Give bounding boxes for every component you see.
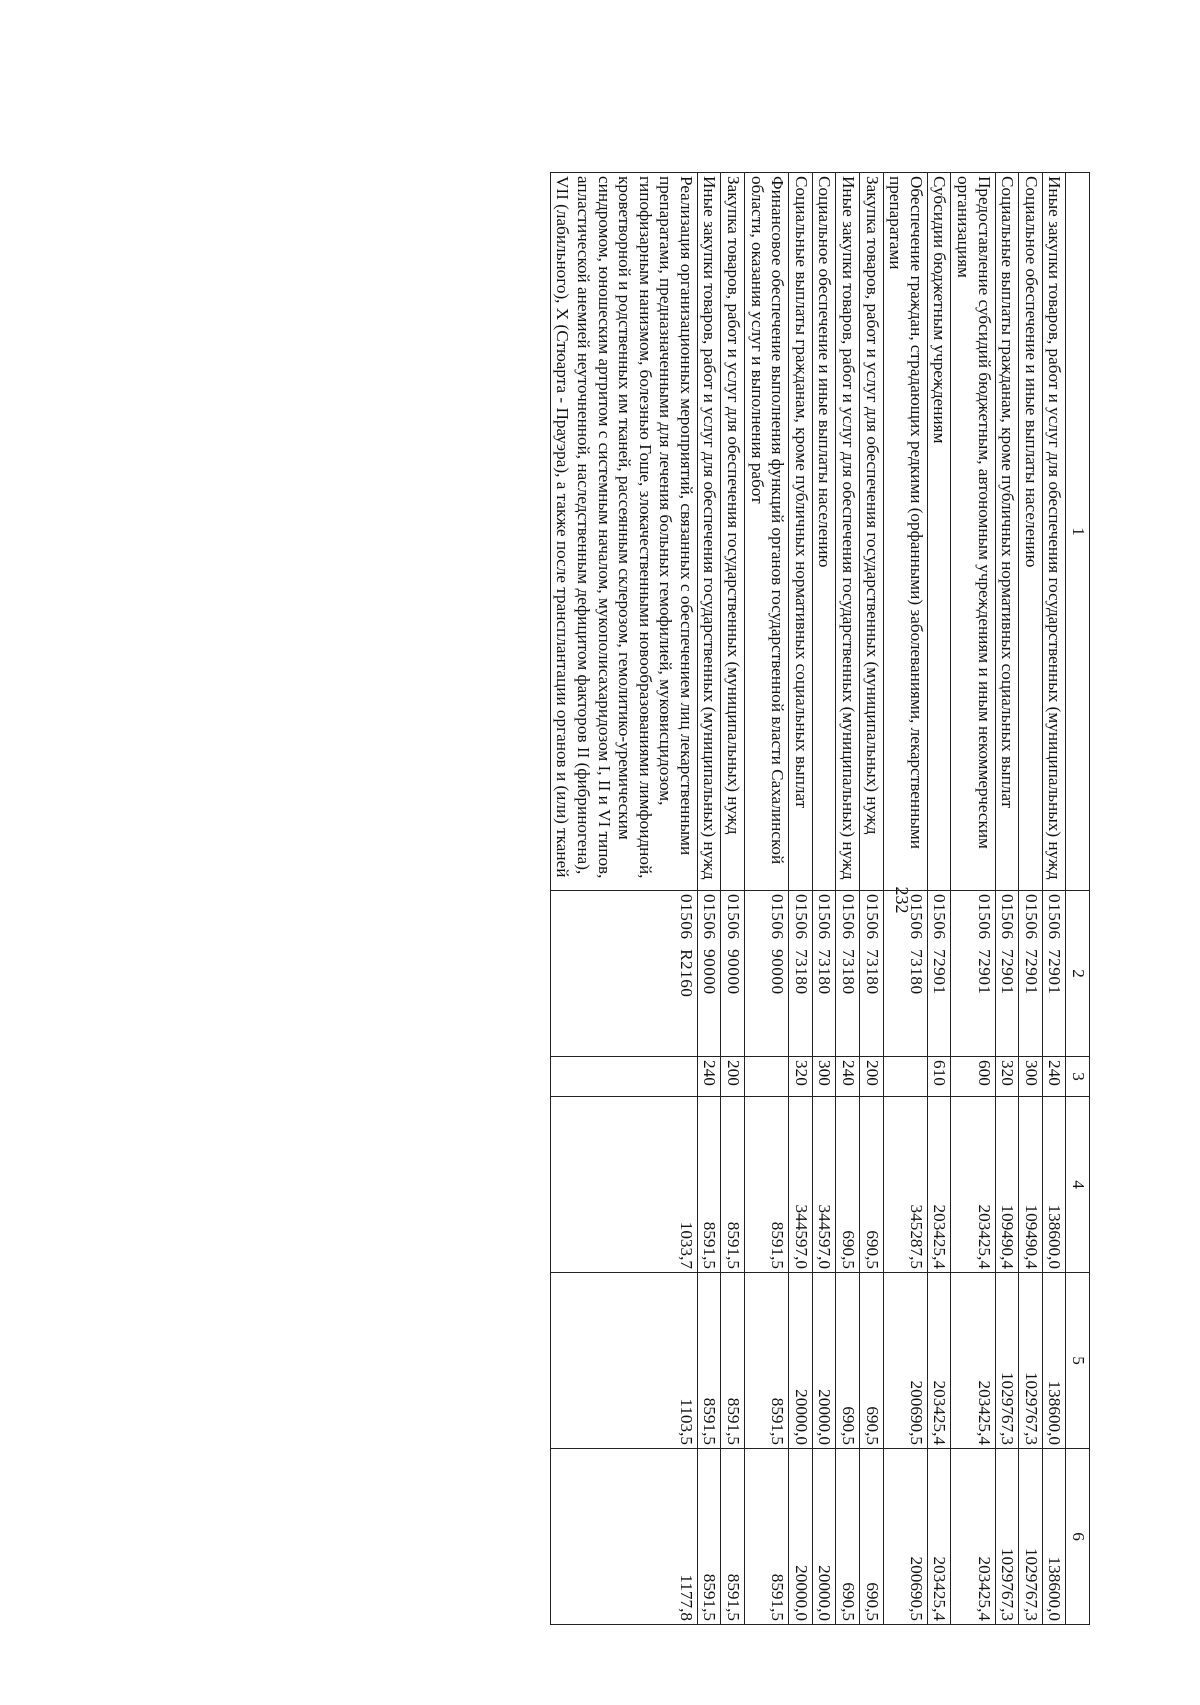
row-name: Реализация организационных мероприятий, связанных с обеспечением лиц лекарственными препаратами, предназначенными для лечения больных гемофилией, муковисцидозом, гипофизарным нанизмом, болезнью Гоше, злокачественными новообразованиями лимфоидной, кроветворной и родственных им тканей, рассеянным склерозом, гемолитико-уремическим синдромом, юношеским артритом с системным началом, мукополисахаридозом I, II и VI типов, апластической анемией неуточненной, наследственным дефицитом факторов II (фибриногена), VII (лабильного), X (Стюарта - Прауэра), а также после трансплантации органов и (или) тканей (550, 173, 697, 891)
row-name: Иные закупки товаров, работ и услуг для обеспечения государственных (муниципальных) нужд (697, 173, 721, 891)
row-kvr: 240 (1042, 1057, 1066, 1097)
header-row (1066, 173, 1090, 1625)
row-code: 01506 73180 (789, 891, 813, 1057)
budget-table (550, 172, 1090, 1625)
row-code: 01506 72901 (995, 891, 1019, 1057)
row-code: 01506 72901 (927, 891, 951, 1057)
row-code: 01506 72901 (1019, 891, 1043, 1057)
row-value-5: 20000,0 (812, 1273, 836, 1449)
row-value-5: 1103,5 (550, 1273, 697, 1449)
row-value-6: 690,5 (836, 1449, 860, 1625)
row-value-4: 8591,5 (745, 1097, 789, 1273)
row-value-4: 344597,0 (812, 1097, 836, 1273)
row-value-5: 8591,5 (721, 1273, 745, 1449)
row-name: Социальное обеспечение и иные выплаты населению (1019, 173, 1043, 891)
row-value-6: 20000,0 (812, 1449, 836, 1625)
row-code: 01506 73180 (812, 891, 836, 1057)
row-name: Социальное обеспечение и иные выплаты населению (812, 173, 836, 891)
row-name: Субсидии бюджетным учреждениям (927, 173, 951, 891)
page-number: 232 (892, 886, 912, 914)
table-row (550, 173, 697, 1625)
table-row (927, 173, 951, 1625)
row-kvr: 320 (789, 1057, 813, 1097)
row-value-5: 203425,4 (951, 1273, 995, 1449)
table-row (860, 173, 884, 1625)
table-row (812, 173, 836, 1625)
row-name: Закупка товаров, работ и услуг для обеспечения государственных (муниципальных) нужд (721, 173, 745, 891)
row-code: 01506 90000 (721, 891, 745, 1057)
col-header-1: 1 (1066, 173, 1090, 891)
row-value-5: 690,5 (860, 1273, 884, 1449)
row-code: 01506 73180 (883, 891, 927, 1057)
row-name: Иные закупки товаров, работ и услуг для обеспечения государственных (муниципальных) нужд (1042, 173, 1066, 891)
row-value-4: 345287,5 (883, 1097, 927, 1273)
row-value-5: 1029767,3 (995, 1273, 1019, 1449)
row-name: Предоставление субсидий бюджетным, автономным учреждениям и иным некоммерческим организациям (951, 173, 995, 891)
row-value-5: 690,5 (836, 1273, 860, 1449)
row-value-6: 1177,8 (550, 1449, 697, 1625)
row-value-6: 138600,0 (1042, 1449, 1066, 1625)
row-kvr: 240 (697, 1057, 721, 1097)
table-row (789, 173, 813, 1625)
col-header-6: 6 (1066, 1449, 1090, 1625)
table-row (721, 173, 745, 1625)
row-kvr: 300 (812, 1057, 836, 1097)
row-kvr: 200 (860, 1057, 884, 1097)
table-row (697, 173, 721, 1625)
row-value-6: 200690,5 (883, 1449, 927, 1625)
row-code: 01506 90000 (697, 891, 721, 1057)
row-value-4: 690,5 (836, 1097, 860, 1273)
row-name: Финансовое обеспечение выполнения функций органов государственной власти Сахалинской области, оказания услуг и выполнения работ (745, 173, 789, 891)
row-value-5: 1029767,3 (1019, 1273, 1043, 1449)
row-value-4: 138600,0 (1042, 1097, 1066, 1273)
row-value-4: 690,5 (860, 1097, 884, 1273)
row-value-6: 1029767,3 (995, 1449, 1019, 1625)
row-value-4: 203425,4 (927, 1097, 951, 1273)
row-value-4: 344597,0 (789, 1097, 813, 1273)
row-value-5: 203425,4 (927, 1273, 951, 1449)
row-value-5: 8591,5 (697, 1273, 721, 1449)
row-code: 01506 90000 (745, 891, 789, 1057)
row-name: Социальные выплаты гражданам, кроме публичных нормативных социальных выплат (995, 173, 1019, 891)
col-header-4: 4 (1066, 1097, 1090, 1273)
row-name: Иные закупки товаров, работ и услуг для обеспечения государственных (муниципальных) нужд (836, 173, 860, 891)
row-kvr: 300 (1019, 1057, 1043, 1097)
row-value-6: 203425,4 (927, 1449, 951, 1625)
row-name: Социальные выплаты гражданам, кроме публичных нормативных социальных выплат (789, 173, 813, 891)
col-header-3: 3 (1066, 1057, 1090, 1097)
row-value-6: 20000,0 (789, 1449, 813, 1625)
table-row (1042, 173, 1066, 1625)
row-kvr: 600 (951, 1057, 995, 1097)
row-value-4: 8591,5 (697, 1097, 721, 1273)
row-value-5: 8591,5 (745, 1273, 789, 1449)
row-value-6: 8591,5 (721, 1449, 745, 1625)
row-kvr: 240 (836, 1057, 860, 1097)
row-value-6: 203425,4 (951, 1449, 995, 1625)
table-row (995, 173, 1019, 1625)
col-header-2: 2 (1066, 891, 1090, 1057)
row-value-6: 8591,5 (745, 1449, 789, 1625)
row-code: 01506 73180 (860, 891, 884, 1057)
table-row (1019, 173, 1043, 1625)
row-name: Закупка товаров, работ и услуг для обеспечения государственных (муниципальных) нужд (860, 173, 884, 891)
row-kvr: 200 (721, 1057, 745, 1097)
row-value-6: 8591,5 (697, 1449, 721, 1625)
row-kvr: 610 (927, 1057, 951, 1097)
row-kvr: 320 (995, 1057, 1019, 1097)
row-value-6: 690,5 (860, 1449, 884, 1625)
row-value-4: 203425,4 (951, 1097, 995, 1273)
row-name: Обеспечение граждан, страдающих редкими (орфанными) заболеваниями, лекарственными препаратами (883, 173, 927, 891)
row-kvr (883, 1057, 927, 1097)
row-value-5: 20000,0 (789, 1273, 813, 1449)
table-row (951, 173, 995, 1625)
table-row (836, 173, 860, 1625)
row-value-5: 138600,0 (1042, 1273, 1066, 1449)
row-code: 01506 72901 (951, 891, 995, 1057)
row-kvr (550, 1057, 697, 1097)
row-value-4: 1033,7 (550, 1097, 697, 1273)
table-row (745, 173, 789, 1625)
col-header-5: 5 (1066, 1273, 1090, 1449)
row-code: 01506 R2160 (550, 891, 697, 1057)
row-code: 01506 73180 (836, 891, 860, 1057)
row-value-6: 1029767,3 (1019, 1449, 1043, 1625)
row-value-4: 8591,5 (721, 1097, 745, 1273)
row-value-4: 109490,4 (1019, 1097, 1043, 1273)
row-value-5: 200690,5 (883, 1273, 927, 1449)
row-kvr (745, 1057, 789, 1097)
row-code: 01506 72901 (1042, 891, 1066, 1057)
row-value-4: 109490,4 (995, 1097, 1019, 1273)
table-row (883, 173, 927, 1625)
